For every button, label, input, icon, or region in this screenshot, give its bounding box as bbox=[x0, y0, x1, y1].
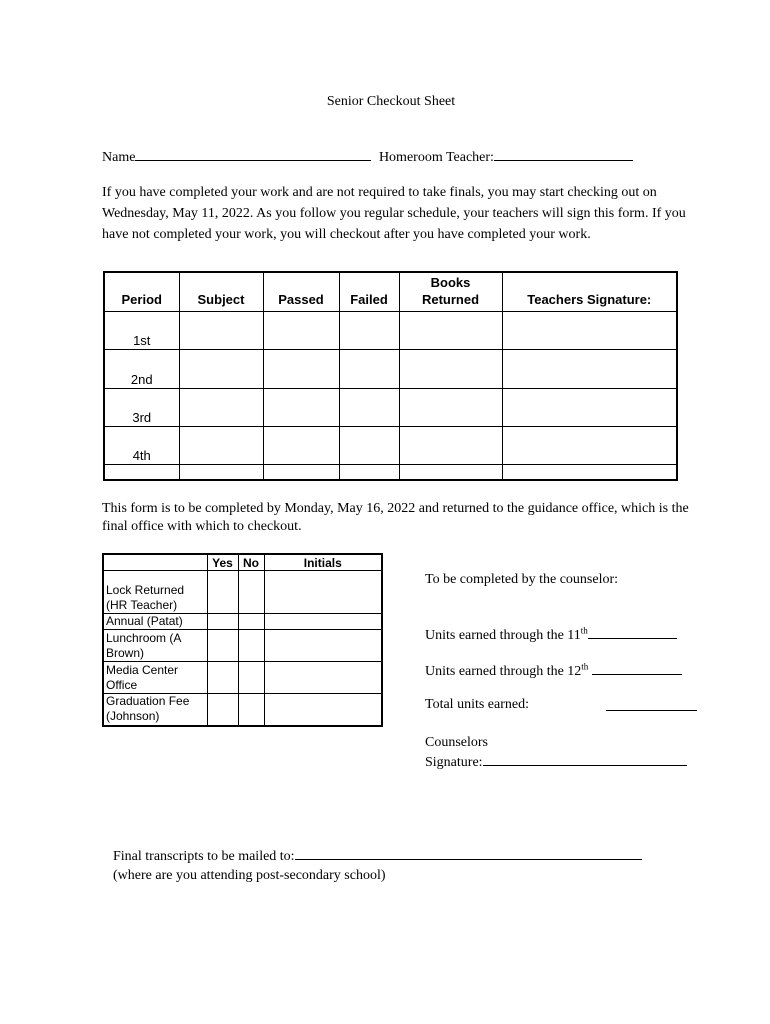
name-row bbox=[102, 147, 633, 166]
table-row bbox=[104, 465, 677, 480]
units-11-row bbox=[425, 625, 677, 644]
books-cell[interactable] bbox=[399, 311, 502, 349]
no-cell[interactable] bbox=[238, 614, 264, 630]
empty-cell bbox=[179, 465, 263, 480]
units-12-suffix: th bbox=[581, 661, 589, 672]
empty-cell bbox=[104, 465, 179, 480]
subject-cell[interactable] bbox=[179, 426, 263, 464]
checklist-row bbox=[103, 630, 382, 662]
total-units-label: Total units earned: bbox=[425, 697, 529, 712]
books-cell[interactable] bbox=[399, 388, 502, 426]
table-row bbox=[104, 350, 677, 388]
header-blank bbox=[103, 554, 207, 571]
counselor-signature-label-2: Signature: bbox=[425, 755, 483, 770]
period-cell: 4th bbox=[104, 426, 179, 464]
table-row bbox=[104, 388, 677, 426]
initials-cell[interactable] bbox=[264, 571, 382, 614]
header-no: No bbox=[238, 554, 264, 571]
yes-cell[interactable] bbox=[207, 694, 238, 726]
office-label: Graduation Fee (Johnson) bbox=[103, 694, 207, 726]
instructions-paragraph: This form is to be completed by Monday, May 16, 2022 and returned to the guidance office, which is the final office with which to checkout. bbox=[102, 501, 689, 534]
passed-cell[interactable] bbox=[263, 311, 339, 349]
office-label: Annual (Patat) bbox=[103, 614, 207, 630]
final-transcripts bbox=[113, 846, 642, 885]
header-failed: Failed bbox=[339, 272, 399, 311]
homeroom-label: Homeroom Teacher: bbox=[378, 150, 494, 165]
yes-cell[interactable] bbox=[207, 571, 238, 614]
yes-cell[interactable] bbox=[207, 630, 238, 662]
books-cell[interactable] bbox=[399, 426, 502, 464]
subject-cell[interactable] bbox=[179, 350, 263, 388]
no-cell[interactable] bbox=[238, 571, 264, 614]
units-12-field[interactable] bbox=[592, 661, 682, 675]
failed-cell[interactable] bbox=[339, 311, 399, 349]
header-passed: Passed bbox=[263, 272, 339, 311]
period-cell: 3rd bbox=[104, 388, 179, 426]
passed-cell[interactable] bbox=[263, 388, 339, 426]
total-units-field[interactable] bbox=[606, 697, 697, 711]
passed-cell[interactable] bbox=[263, 350, 339, 388]
units-11-label: Units earned through the 11 bbox=[425, 628, 581, 643]
header-period: Period bbox=[104, 272, 179, 311]
signature-cell[interactable] bbox=[502, 426, 677, 464]
header-subject: Subject bbox=[179, 272, 263, 311]
counselor-signature-field[interactable] bbox=[483, 752, 687, 766]
total-units-field-wrap bbox=[606, 697, 697, 716]
failed-cell[interactable] bbox=[339, 426, 399, 464]
signature-cell[interactable] bbox=[502, 350, 677, 388]
period-cell: 1st bbox=[104, 311, 179, 349]
counselor-heading: To be completed by the counselor: bbox=[425, 572, 619, 587]
header-yes: Yes bbox=[207, 554, 238, 571]
checklist-row bbox=[103, 662, 382, 694]
office-label: Lock Returned (HR Teacher) bbox=[103, 571, 207, 614]
header-teacher-signature: Teachers Signature: bbox=[502, 272, 677, 311]
table-row bbox=[104, 426, 677, 464]
period-cell: 2nd bbox=[104, 350, 179, 388]
final-transcripts-field[interactable] bbox=[295, 846, 642, 860]
header-books-returned bbox=[399, 272, 502, 311]
header-initials: Initials bbox=[264, 554, 382, 571]
yes-cell[interactable] bbox=[207, 662, 238, 694]
no-cell[interactable] bbox=[238, 662, 264, 694]
units-12-label: Units earned through the 12 bbox=[425, 664, 582, 679]
checklist-header-row bbox=[103, 554, 382, 571]
units-11-suffix: th bbox=[580, 625, 588, 636]
no-cell[interactable] bbox=[238, 694, 264, 726]
checkout-table bbox=[103, 271, 678, 481]
units-12-row bbox=[425, 661, 682, 680]
yes-cell[interactable] bbox=[207, 614, 238, 630]
failed-cell[interactable] bbox=[339, 350, 399, 388]
table-header-row bbox=[104, 272, 677, 311]
empty-cell bbox=[339, 465, 399, 480]
initials-cell[interactable] bbox=[264, 630, 382, 662]
empty-cell bbox=[502, 465, 677, 480]
checklist-row bbox=[103, 614, 382, 630]
office-label: Media Center Office bbox=[103, 662, 207, 694]
final-transcripts-label: Final transcripts to be mailed to: bbox=[113, 849, 295, 864]
intro-paragraph: If you have completed your work and are not required to take finals, you may start checking out on Wednesday, May 11, 2022. As you follow you regular schedule, your teachers will sign this form. If you have not completed your work, you will checkout after you have completed your work. bbox=[102, 185, 686, 242]
subject-cell[interactable] bbox=[179, 311, 263, 349]
empty-cell bbox=[399, 465, 502, 480]
signature-cell[interactable] bbox=[502, 311, 677, 349]
units-11-field[interactable] bbox=[588, 625, 677, 639]
homeroom-field[interactable] bbox=[494, 147, 633, 161]
name-field[interactable] bbox=[135, 147, 371, 161]
counselor-signature-label-1: Counselors bbox=[425, 735, 488, 750]
initials-cell[interactable] bbox=[264, 694, 382, 726]
header-books-line2: Returned bbox=[421, 291, 480, 307]
checklist-row bbox=[103, 571, 382, 614]
failed-cell[interactable] bbox=[339, 388, 399, 426]
counselor-signature-row bbox=[425, 733, 687, 772]
empty-cell bbox=[263, 465, 339, 480]
name-label: Name bbox=[102, 150, 136, 165]
final-transcripts-note: (where are you attending post-secondary school) bbox=[113, 868, 386, 883]
books-cell[interactable] bbox=[399, 350, 502, 388]
table-row bbox=[104, 311, 677, 349]
initials-cell[interactable] bbox=[264, 662, 382, 694]
initials-cell[interactable] bbox=[264, 614, 382, 630]
subject-cell[interactable] bbox=[179, 388, 263, 426]
office-label: Lunchroom (A Brown) bbox=[103, 630, 207, 662]
office-checklist-table bbox=[102, 553, 383, 727]
total-units-row bbox=[425, 697, 529, 713]
header-books-line1: Books bbox=[430, 274, 471, 290]
page-title: Senior Checkout Sheet bbox=[326, 94, 456, 109]
checklist-row bbox=[103, 694, 382, 726]
signature-cell[interactable] bbox=[502, 388, 677, 426]
passed-cell[interactable] bbox=[263, 426, 339, 464]
no-cell[interactable] bbox=[238, 630, 264, 662]
